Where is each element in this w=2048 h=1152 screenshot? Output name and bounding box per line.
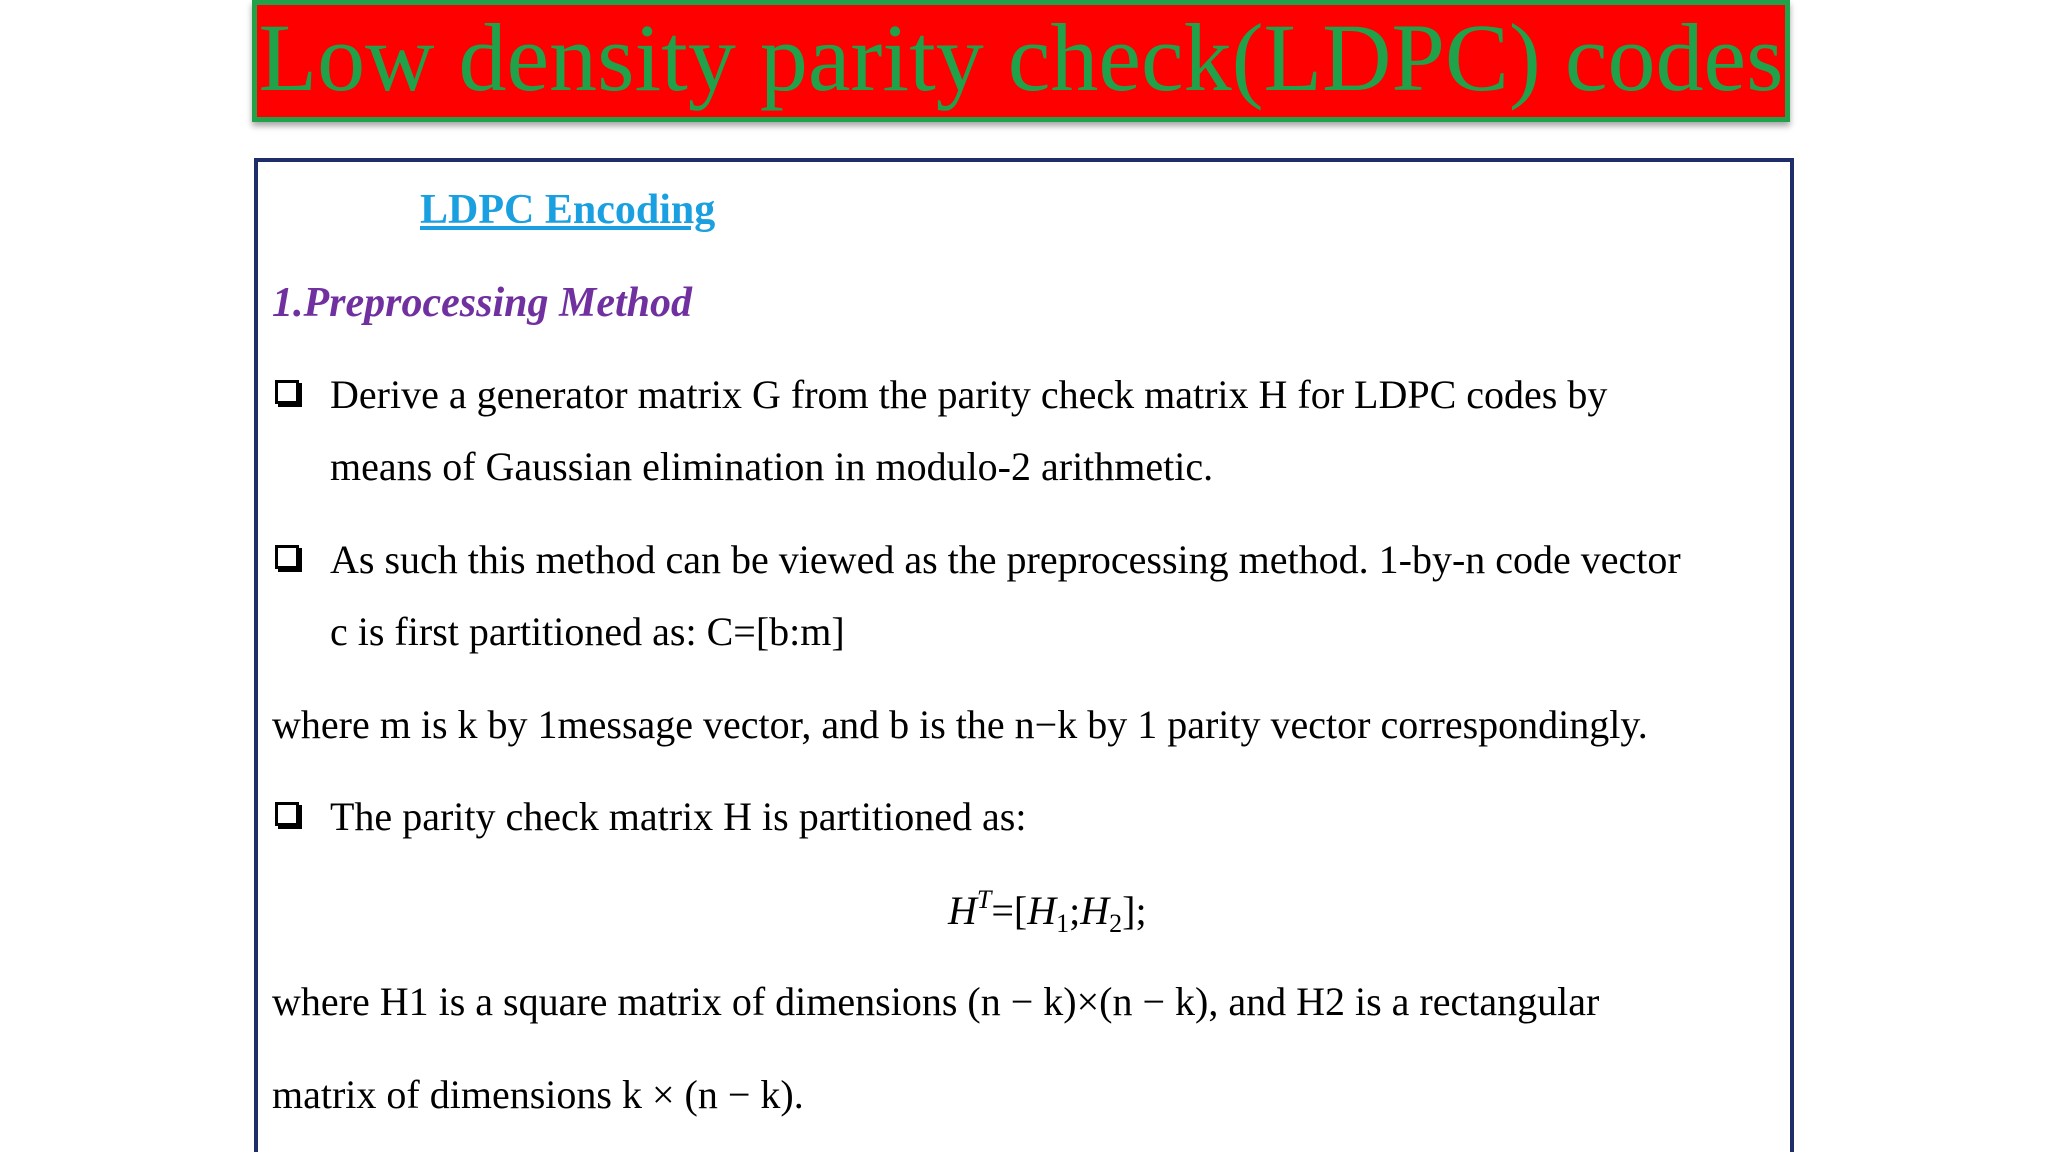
eq-sep: ;: [1069, 888, 1081, 933]
eq-h1: H: [1027, 888, 1057, 933]
checkbox-bullet-icon: [275, 380, 299, 404]
eq-sub1: 1: [1056, 909, 1070, 938]
eq-end: ];: [1122, 888, 1147, 933]
checkbox-bullet-icon: [275, 802, 299, 826]
eq-superscript: T: [976, 885, 992, 914]
checkbox-bullet-icon: [275, 545, 299, 569]
bullet1-line1: Derive a generator matrix G from the parity check matrix H for LDPC codes by: [330, 372, 1608, 417]
title-banner: [252, 0, 1790, 122]
bullet2-line2: c is first partitioned as: C=[b:m]: [330, 609, 845, 654]
eq-middle: =[: [991, 888, 1028, 933]
method-subheading: 1.Preprocessing Method: [272, 280, 692, 326]
where-dimensions-line1: where H1 is a square matrix of dimensions (n − k)×(n − k), and H2 is a rectangular: [272, 979, 1600, 1024]
partition-equation: [948, 885, 1147, 939]
where-dimensions-line2: matrix of dimensions k × (n − k).: [272, 1072, 804, 1117]
bullet3-text: The parity check matrix H is partitioned as:: [330, 794, 1027, 839]
eq-sub2: 2: [1109, 909, 1123, 938]
slide-title: Low density parity check(LDPC) codes: [258, 4, 1784, 111]
eq-h-base: H: [948, 888, 977, 933]
bullet1-line2: means of Gaussian elimination in modulo-2 arithmetic.: [330, 444, 1214, 489]
where-message-vector-text: where m is k by 1message vector, and b is the n−k by 1 parity vector correspondingly.: [272, 702, 1648, 747]
eq-h2: H: [1080, 888, 1110, 933]
section-heading: LDPC Encoding: [420, 187, 716, 233]
bullet2-line1: As such this method can be viewed as the preprocessing method. 1-by-n code vector: [330, 537, 1681, 582]
